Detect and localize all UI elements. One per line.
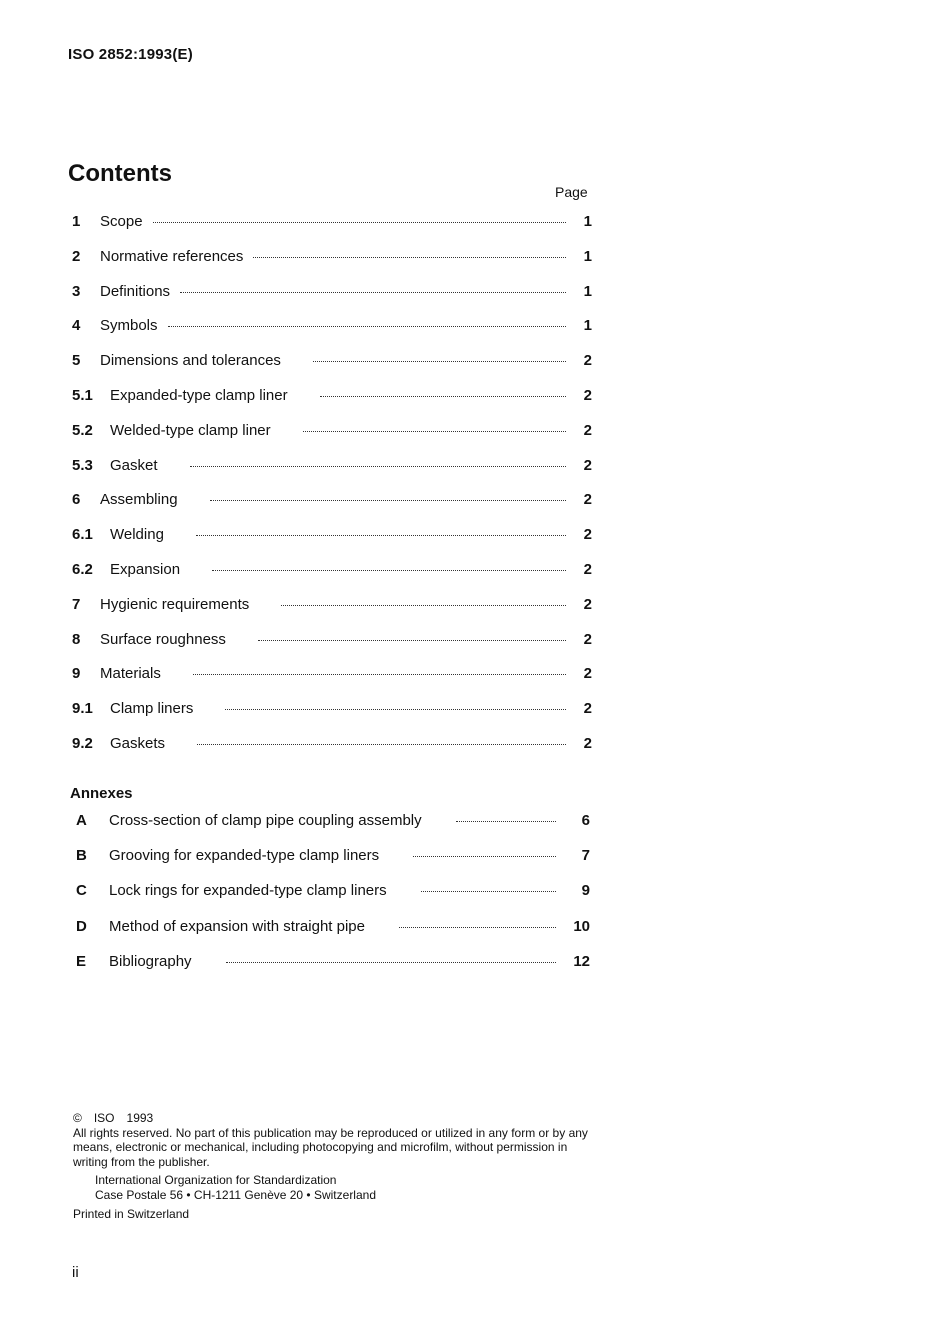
toc-entry-label: Welding xyxy=(110,526,164,544)
toc-entry-9-1[interactable] xyxy=(72,700,592,735)
dot-leader xyxy=(212,570,566,571)
page-number: ii xyxy=(72,1264,79,1281)
copyright-line xyxy=(73,1111,603,1126)
toc-entry-page: 2 xyxy=(583,386,592,404)
toc-entry-page: 1 xyxy=(583,247,592,265)
annex-page: 7 xyxy=(581,847,590,865)
toc-entry-label: Welded-type clamp liner xyxy=(110,421,271,439)
toc-entry-number: 4 xyxy=(72,317,81,335)
dot-leader xyxy=(153,222,566,223)
annex-entry-d[interactable] xyxy=(76,918,590,953)
toc-entry-number: 2 xyxy=(72,247,81,265)
toc-entry-label: Clamp liners xyxy=(110,700,194,718)
contents-title: Contents xyxy=(68,160,172,187)
toc-entry-page: 2 xyxy=(583,526,592,544)
toc-entry-page: 2 xyxy=(583,456,592,474)
toc-entry-label: Gaskets xyxy=(110,734,166,752)
toc-entry-label: Definitions xyxy=(100,282,171,300)
toc-entry-5[interactable] xyxy=(72,352,592,387)
toc-entry-number: 9.1 xyxy=(72,700,93,718)
toc-entry-5-3[interactable] xyxy=(72,457,592,492)
toc-entry-number: 9 xyxy=(72,665,81,683)
dot-leader xyxy=(180,292,566,293)
toc-entry-label: Surface roughness xyxy=(100,630,226,648)
toc-entry-number: 6 xyxy=(72,491,81,509)
toc-entry-label: Hygienic requirements xyxy=(100,595,250,613)
dot-leader xyxy=(281,605,566,606)
annex-entry-b[interactable] xyxy=(76,847,590,882)
dot-leader xyxy=(168,326,566,327)
toc-entry-number: 8 xyxy=(72,630,81,648)
annex-letter: E xyxy=(76,952,87,970)
dot-leader xyxy=(197,744,566,745)
toc-entry-page: 2 xyxy=(583,734,592,752)
printed-in: Printed in Switzerland xyxy=(73,1207,190,1221)
copyright-icon: © xyxy=(73,1111,82,1125)
publisher-name: International Organization for Standardization xyxy=(95,1173,337,1187)
toc-entry-page: 2 xyxy=(583,352,592,370)
dot-leader xyxy=(313,361,566,362)
annex-letter: B xyxy=(76,847,87,865)
dot-leader xyxy=(456,821,556,822)
annex-page: 9 xyxy=(581,882,590,900)
toc-entry-2[interactable] xyxy=(72,248,592,283)
toc-entry-page: 2 xyxy=(583,560,592,578)
dot-leader xyxy=(303,431,566,432)
copyright-footer xyxy=(73,1111,603,1222)
dot-leader xyxy=(258,640,566,641)
copyright-org: ISO xyxy=(93,1111,115,1125)
toc-entry-5-2[interactable] xyxy=(72,422,592,457)
rights-notice: All rights reserved. No part of this publication may be reproduced or utilized in any form or by any means, electronic or mechanical, including photocopying and microfilm, without permission in writing from the publisher. xyxy=(73,1125,588,1169)
toc-entry-number: 9.2 xyxy=(72,734,93,752)
toc-entry-label: Dimensions and tolerances xyxy=(100,352,281,370)
toc-entry-9[interactable] xyxy=(72,665,592,700)
dot-leader xyxy=(196,535,566,536)
toc-entry-page: 2 xyxy=(583,700,592,718)
toc-entry-number: 5.2 xyxy=(72,421,93,439)
toc-entry-number: 3 xyxy=(72,282,81,300)
dot-leader xyxy=(399,927,556,928)
toc-entry-number: 5.3 xyxy=(72,456,93,474)
annex-page: 10 xyxy=(573,917,590,935)
toc-entry-8[interactable] xyxy=(72,631,592,666)
toc-entry-number: 5 xyxy=(72,352,81,370)
toc-entry-label: Symbols xyxy=(100,317,158,335)
toc-entry-number: 6.2 xyxy=(72,560,93,578)
annex-letter: C xyxy=(76,882,87,900)
publisher-address: Case Postale 56 • CH-1211 Genève 20 • Switzerland xyxy=(95,1187,376,1202)
annex-label: Lock rings for expanded-type clamp liners xyxy=(109,882,387,900)
toc-entry-label: Gasket xyxy=(110,456,158,474)
annex-page: 12 xyxy=(573,952,590,970)
toc-entry-number: 7 xyxy=(72,595,81,613)
annex-label: Cross-section of clamp pipe coupling assembly xyxy=(109,812,422,829)
table-of-contents xyxy=(72,213,592,770)
dot-leader xyxy=(413,856,556,857)
toc-entry-label: Materials xyxy=(100,665,161,683)
toc-entry-3[interactable] xyxy=(72,283,592,318)
annex-entry-e[interactable] xyxy=(76,953,590,988)
copyright-year: 1993 xyxy=(126,1111,154,1125)
dot-leader xyxy=(320,396,566,397)
dot-leader xyxy=(193,674,566,675)
toc-entry-number: 5.1 xyxy=(72,386,93,404)
annex-letter: D xyxy=(76,917,87,935)
toc-entry-page: 2 xyxy=(583,595,592,613)
annex-entry-a[interactable] xyxy=(76,812,590,847)
dot-leader xyxy=(190,466,566,467)
page-column-label: Page xyxy=(555,184,588,200)
toc-entry-page: 1 xyxy=(583,213,592,230)
toc-entry-label: Expanded-type clamp liner xyxy=(110,386,288,404)
toc-entry-number: 1 xyxy=(72,213,81,230)
dot-leader xyxy=(225,709,566,710)
dot-leader xyxy=(210,500,566,501)
toc-entry-number: 6.1 xyxy=(72,526,93,544)
dot-leader xyxy=(226,962,556,963)
publisher-block xyxy=(95,1173,603,1202)
toc-entry-page: 2 xyxy=(583,421,592,439)
annexes-heading: Annexes xyxy=(70,785,133,802)
toc-entry-page: 1 xyxy=(583,317,592,335)
toc-entry-5-1[interactable] xyxy=(72,387,592,422)
toc-entry-9-2[interactable] xyxy=(72,735,592,770)
toc-entry-6-2[interactable] xyxy=(72,561,592,596)
annex-label: Bibliography xyxy=(109,952,192,970)
annex-label: Method of expansion with straight pipe xyxy=(109,917,365,935)
annex-list xyxy=(76,812,590,988)
toc-entry-1[interactable] xyxy=(72,213,592,248)
annex-page: 6 xyxy=(581,812,590,829)
toc-entry-page: 2 xyxy=(583,665,592,683)
dot-leader xyxy=(421,891,556,892)
toc-entry-page: 2 xyxy=(583,630,592,648)
annex-label: Grooving for expanded-type clamp liners xyxy=(109,847,380,865)
toc-entry-label: Scope xyxy=(100,213,143,230)
toc-entry-page: 1 xyxy=(583,282,592,300)
toc-entry-6[interactable] xyxy=(72,491,592,526)
annex-letter: A xyxy=(76,812,87,829)
toc-entry-7[interactable] xyxy=(72,596,592,631)
toc-entry-4[interactable] xyxy=(72,317,592,352)
toc-entry-label: Assembling xyxy=(100,491,178,509)
dot-leader xyxy=(253,257,566,258)
document-id: ISO 2852:1993(E) xyxy=(68,46,193,63)
toc-entry-label: Expansion xyxy=(110,560,181,578)
toc-entry-6-1[interactable] xyxy=(72,526,592,561)
annex-entry-c[interactable] xyxy=(76,882,590,917)
toc-entry-page: 2 xyxy=(583,491,592,509)
toc-entry-label: Normative references xyxy=(100,247,244,265)
